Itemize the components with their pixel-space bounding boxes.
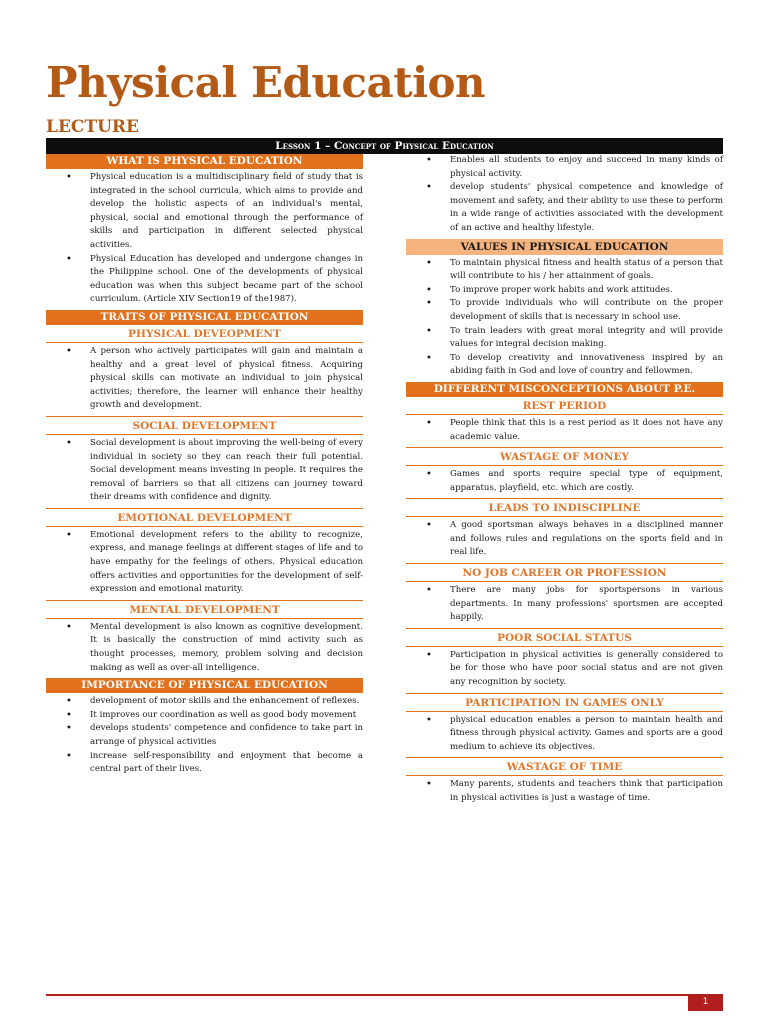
section-heading-what-is: WHAT IS PHYSICAL EDUCATION xyxy=(46,154,363,169)
list-item: • Enables all students to enjoy and succeed in many kinds of physical activity. xyxy=(406,154,723,181)
list-item: • To provide individuals who will contribute on the proper development of skills that is necessary in school use. xyxy=(406,297,723,324)
left-column xyxy=(46,154,363,780)
subheading-games-only: PARTICIPATION IN GAMES ONLY xyxy=(406,694,723,712)
subheading-physical: PHYSICAL DEVEOPMENT xyxy=(46,325,363,343)
list-item: • To maintain physical fitness and health status of a person that will contribute to his / her attainment of goals. xyxy=(406,257,723,284)
list-item: • develop students' physical competence and knowledge of movement and safety, and their ability to use these to perform in a wide range of activities associated with the development of an active and healthy lifestyle. xyxy=(406,181,723,235)
physical-list xyxy=(46,343,363,417)
list-item: • Many parents, students and teachers think that participation in physical activities is just a wastage of time. xyxy=(406,778,723,805)
emotional-list xyxy=(46,527,363,601)
indiscipline-list xyxy=(406,517,723,564)
rest-period-list xyxy=(406,415,723,448)
list-item: • Mental development is also known as cognitive development. It is basically the construction of mind activity such as thought processes, memory, problem solving and decision making as well as over-all intelligence. xyxy=(46,621,363,675)
list-item: • A good sportsman always behaves in a disciplined manner and follows rules and regulations on the sports field and in real life. xyxy=(406,519,723,560)
values-list xyxy=(406,255,723,382)
list-item: • To train leaders with great moral integrity and will provide values for integral decision making. xyxy=(406,325,723,352)
list-item: • develops students' competence and confidence to take part in arrange of physical activities xyxy=(46,722,363,749)
subheading-poor-social-status: POOR SOCIAL STATUS xyxy=(406,629,723,647)
list-item: • To improve proper work habits and work attitudes. xyxy=(406,284,723,298)
lesson-bar: Lesson 1 – Concept of Physical Education xyxy=(46,138,723,154)
no-career-list xyxy=(406,582,723,629)
list-item: • To develop creativity and innovativeness inspired by an abiding faith in God and love of country and fellowmen. xyxy=(406,352,723,379)
importance-continued-list xyxy=(406,154,723,239)
subheading-social: SOCIAL DEVELOPMENT xyxy=(46,417,363,435)
wastage-of-time-list xyxy=(406,776,723,808)
section-heading-importance: IMPORTANCE OF PHYSICAL EDUCATION xyxy=(46,678,363,693)
footer-rule xyxy=(46,994,723,996)
subheading-wastage-of-money: WASTAGE OF MONEY xyxy=(406,448,723,466)
document-subtitle: LECTURE xyxy=(46,117,140,137)
list-item: • A person who actively participates will gain and maintain a healthy and a great level of physical fitness. Acquiring physical skills can motivate an individual to join physical activities; therefore, the learner will enhance their healthy growth and development. xyxy=(46,345,363,413)
list-item: • development of motor skills and the enhancement of reflexes. xyxy=(46,695,363,709)
poor-social-status-list xyxy=(406,647,723,694)
page-number: 1 xyxy=(688,994,723,1011)
subheading-emotional: EMOTIONAL DEVELOPMENT xyxy=(46,509,363,527)
section-heading-values: VALUES IN PHYSICAL EDUCATION xyxy=(406,239,723,255)
list-item: • Physical Education has developed and undergone changes in the Philippine school. One of the developments of physical education was when this subject became part of the school curriculum. (Article XIV Section19 of the1987). xyxy=(46,253,363,307)
importance-list xyxy=(46,693,363,780)
list-item: • There are many jobs for sportspersons in various departments. In many professions' sportsmen are accepted happily. xyxy=(406,584,723,625)
document-title: Physical Education xyxy=(46,58,486,107)
games-only-list xyxy=(406,712,723,759)
list-item: • physical education enables a person to maintain health and fitness through physical activity. Games and sports are a good medium to achieve its objectives. xyxy=(406,714,723,755)
list-item: • Participation in physical activities is generally considered to be for those who have poor social status and are not given any recognition by society. xyxy=(406,649,723,690)
what-is-list xyxy=(46,169,363,310)
subheading-wastage-of-time: WASTAGE OF TIME xyxy=(406,758,723,776)
mental-list xyxy=(46,619,363,678)
list-item: • increase self-responsibility and enjoyment that become a central part of their lives. xyxy=(46,750,363,777)
section-heading-misconceptions: DIFFERENT MISCONCEPTIONS ABOUT P.E. xyxy=(406,382,723,397)
list-item: • Physical education is a multidisciplinary field of study that is integrated in the school curricula, which aims to provide and develop the holistic aspects of an individual's mental, physical, social and emotional through the performance of skills and participation in different selected physical activities. xyxy=(46,171,363,253)
section-heading-traits: TRAITS OF PHYSICAL EDUCATION xyxy=(46,310,363,325)
list-item: • Games and sports require special type of equipment, apparatus, playfield, etc. which are costly. xyxy=(406,468,723,495)
list-item: • Social development is about improving the well-being of every individual in society so they can reach their full potential. Social development means investing in people. It requires the removal of barriers so that all citizens can journey toward their dreams with confidence and dignity. xyxy=(46,437,363,505)
subheading-no-career: NO JOB CAREER OR PROFESSION xyxy=(406,564,723,582)
subheading-indiscipline: LEADS TO INDISCIPLINE xyxy=(406,499,723,517)
list-item: • It improves our coordination as well as good body movement xyxy=(46,709,363,723)
list-item: • Emotional development refers to the ability to recognize, express, and manage feelings at different stages of life and to have empathy for the feelings of others. Physical education offers activities and opportunities for the development of self-expression and emotional maturity. xyxy=(46,529,363,597)
subheading-rest-period: REST PERIOD xyxy=(406,397,723,415)
subheading-mental: MENTAL DEVELOPMENT xyxy=(46,601,363,619)
list-item: • People think that this is a rest period as it does not have any academic value. xyxy=(406,417,723,444)
right-column xyxy=(406,154,723,809)
wastage-of-money-list xyxy=(406,466,723,499)
social-list xyxy=(46,435,363,509)
